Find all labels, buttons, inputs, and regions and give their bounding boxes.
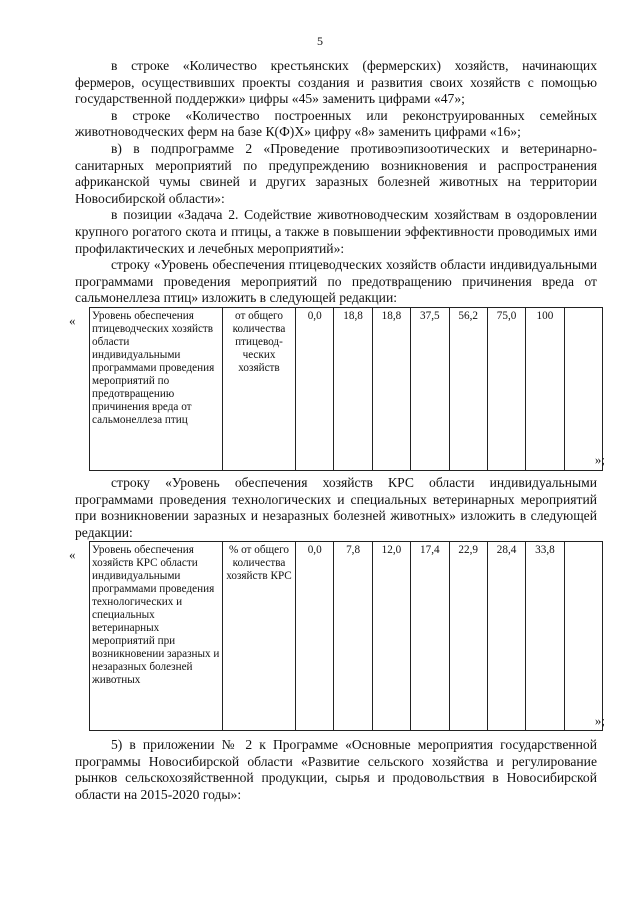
indicator-name-cell: Уровень обеспечения хозяйств КРС области индивидуальными программами проведения технологических и специальных ветеринарных мероприятий при возникновении заразных и незаразных болезней животных — [90, 542, 223, 731]
value-cell: 33,8 — [526, 542, 564, 731]
document-body — [69, 58, 605, 804]
open-quote: « — [69, 312, 76, 328]
paragraph: строку «Уровень обеспечения птицеводческих хозяйств области индивидуальными программами проведения мероприятий по предотвращению причинения вреда от сальмонеллеза птиц» изложить в следующей редакции: — [75, 257, 597, 306]
close-quote: »; — [594, 452, 605, 468]
value-cell: 0,0 — [296, 307, 334, 470]
close-quote: »; — [594, 712, 605, 728]
unit-cell: % от общего количества хозяйств КРС — [223, 542, 296, 731]
value-cell: 37,5 — [411, 307, 449, 470]
value-cell: 17,4 — [411, 542, 449, 731]
page-number: 5 — [317, 34, 323, 48]
value-cell — [564, 542, 602, 731]
value-cell: 12,0 — [372, 542, 410, 731]
value-cell: 75,0 — [487, 307, 525, 470]
value-cell: 22,9 — [449, 542, 487, 731]
value-cell: 100 — [526, 307, 564, 470]
paragraph: в строке «Количество крестьянских (фермерских) хозяйств, начинающих фермеров, осуществивших проекты создания и развития своих хозяйств с помощью государственной поддержки» цифры «45» заменить цифрами «47»; — [75, 58, 597, 107]
value-cell: 28,4 — [487, 542, 525, 731]
table-row — [90, 307, 603, 470]
paragraph: в строке «Количество построенных или реконструированных семейных животноводческих ферм на базе К(Ф)Х» цифру «8» заменить цифрами «16»; — [75, 107, 597, 140]
value-cell: 56,2 — [449, 307, 487, 470]
unit-cell: от общего количества птицевод-ческих хозяйств — [223, 307, 296, 470]
paragraph: в) в подпрограмме 2 «Проведение противоэпизоотических и ветеринарно-санитарных мероприятий по предупреждению возникновения и распространения африканской чумы свиней и других заразных болезней животных на территории Новосибирской области»: — [75, 140, 597, 206]
table-cattle — [69, 541, 605, 731]
value-cell: 0,0 — [296, 542, 334, 731]
table-row — [90, 542, 603, 731]
paragraph: строку «Уровень обеспечения хозяйств КРС области индивидуальными программами проведения технологических и специальных ветеринарных мероприятий при возникновении заразных и незаразных болезней животных» изложить в следующей редакции: — [75, 474, 597, 540]
table-poultry — [69, 307, 605, 471]
value-cell: 7,8 — [334, 542, 372, 731]
open-quote: « — [69, 547, 76, 563]
value-cell: 18,8 — [372, 307, 410, 470]
paragraph: в позиции «Задача 2. Содействие животноводческим хозяйствам в оздоровлении крупного рогатого скота и птицы, а также в повышении эффективности проводимых ими профилактических и лечебных мероприятий»: — [75, 207, 597, 256]
value-cell — [564, 307, 602, 470]
paragraph: 5) в приложении № 2 к Программе «Основные мероприятия государственной программы Новосибирской области «Развитие сельского хозяйства и регулирование рынков сельскохозяйственной продукции, сырья и продовольствия в Новосибирской области на 2015-2020 годы»: — [75, 737, 597, 803]
value-cell: 18,8 — [334, 307, 372, 470]
indicator-name-cell: Уровень обеспечения птицеводческих хозяйств области индивидуальными программами проведения мероприятий по предотвращению причинения вреда от сальмонеллеза птиц — [90, 307, 223, 470]
